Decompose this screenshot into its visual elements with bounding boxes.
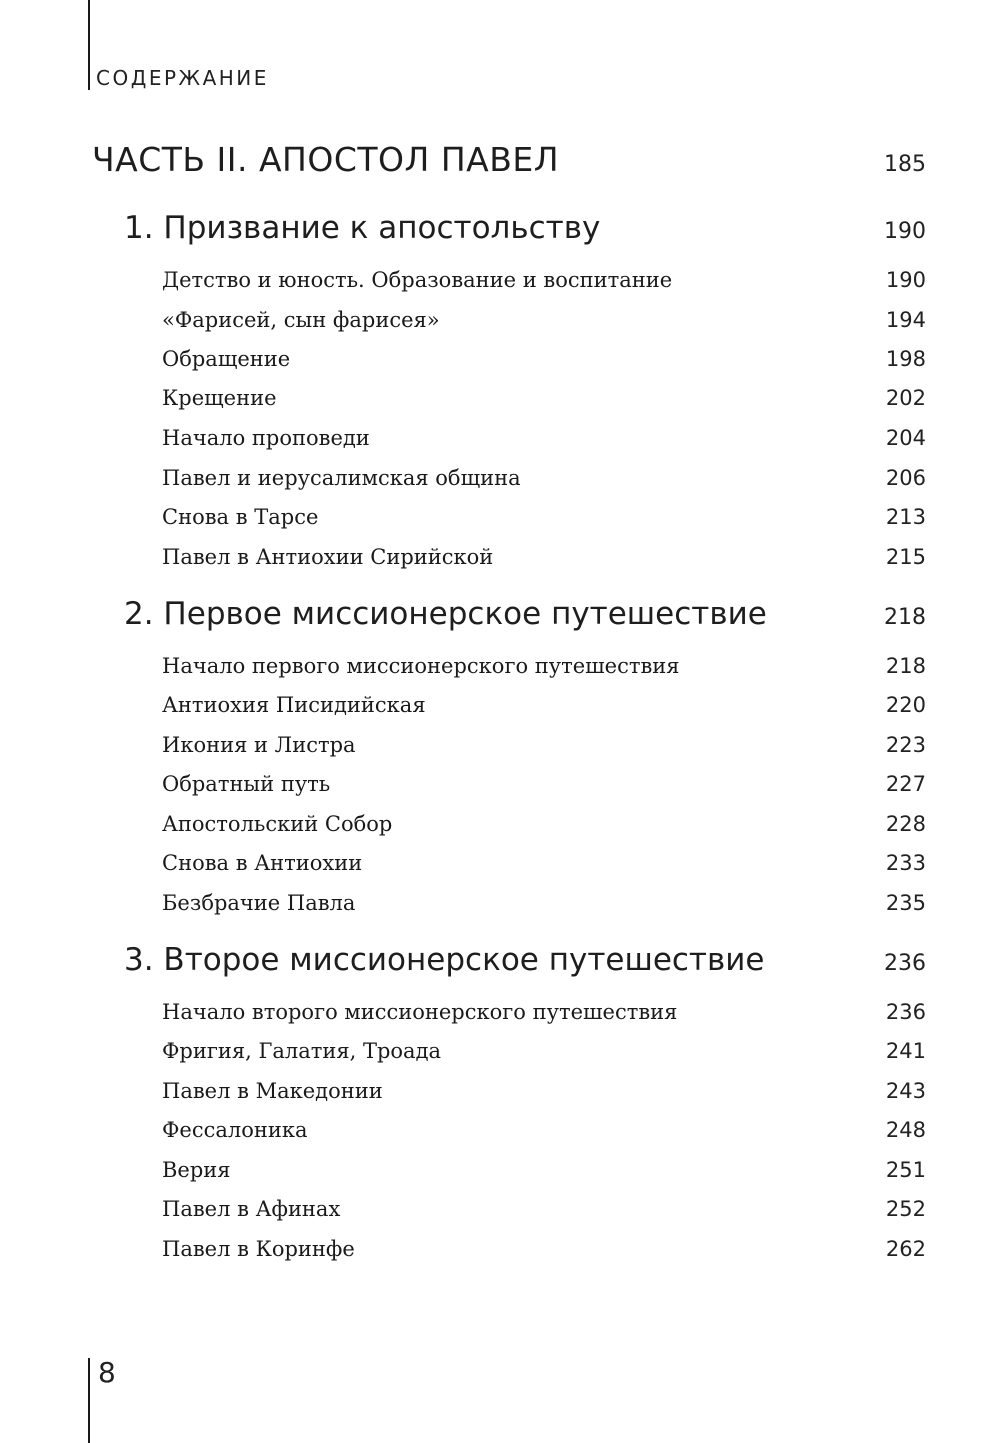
part-title: ЧАСТЬ II. АПОСТОЛ ПАВЕЛ [92,140,560,179]
margin-rule-bottom [88,1358,90,1443]
toc-section[interactable] [162,505,926,529]
section-page: 236 [885,1000,926,1024]
toc-section[interactable] [162,386,926,410]
section-title: Фессалоника [162,1118,308,1142]
toc-part-entry[interactable] [92,140,926,179]
section-page: 252 [885,1197,926,1221]
section-page: 213 [885,505,926,529]
toc-section[interactable] [162,1000,926,1024]
section-title: Павел в Коринфе [162,1237,355,1261]
section-title: Обратный путь [162,772,331,796]
section-page: 218 [885,654,926,678]
section-page: 190 [885,268,926,292]
toc-section[interactable] [162,733,926,757]
chapter-title: 1. Призвание к апостольству [124,210,601,246]
chapter-title: 3. Второе миссионерское путешествие [124,942,765,978]
page-number: 8 [98,1356,116,1389]
section-title: Крещение [162,386,277,410]
section-page: 233 [885,851,926,875]
toc-section[interactable] [162,308,926,332]
running-head: СОДЕРЖАНИЕ [96,66,269,90]
section-title: Обращение [162,347,291,371]
section-title: Павел в Македонии [162,1079,383,1103]
toc-section[interactable] [162,545,926,569]
toc-section[interactable] [162,812,926,836]
toc-section[interactable] [162,772,926,796]
section-title: Верия [162,1158,231,1182]
section-title: Детство и юность. Образование и воспитание [162,268,673,292]
toc-section[interactable] [162,1197,926,1221]
chapter-page: 236 [884,951,926,976]
section-title: Снова в Тарсе [162,505,319,529]
section-title: Фригия, Галатия, Троада [162,1039,442,1063]
toc-section[interactable] [162,426,926,450]
toc-section[interactable] [162,1237,926,1261]
toc-section[interactable] [162,693,926,717]
section-page: 251 [885,1158,926,1182]
toc-section[interactable] [162,1118,926,1142]
section-page: 243 [885,1079,926,1103]
toc-section[interactable] [162,268,926,292]
section-page: 248 [885,1118,926,1142]
toc-chapter-1[interactable] [124,210,926,246]
chapter-title: 2. Первое миссионерское путешествие [124,596,767,632]
section-page: 220 [885,693,926,717]
toc-section[interactable] [162,347,926,371]
margin-rule-top [88,0,90,90]
section-page: 235 [885,891,926,915]
section-title: Снова в Антиохии [162,851,363,875]
toc-section[interactable] [162,1158,926,1182]
section-page: 241 [885,1039,926,1063]
section-title: «Фарисей, сын фарисея» [162,308,440,332]
section-title: Павел и иерусалимская община [162,466,521,490]
section-page: 262 [885,1237,926,1261]
toc-chapter-2[interactable] [124,596,926,632]
toc-section[interactable] [162,466,926,490]
section-page: 223 [885,733,926,757]
toc-section[interactable] [162,654,926,678]
section-page: 228 [885,812,926,836]
part-page: 185 [884,152,926,177]
section-page: 202 [885,386,926,410]
toc-section[interactable] [162,1079,926,1103]
section-page: 198 [885,347,926,371]
section-title: Антиохия Писидийская [162,693,426,717]
toc-section[interactable] [162,851,926,875]
section-title: Безбрачие Павла [162,891,356,915]
section-title: Начало проповеди [162,426,370,450]
section-title: Начало второго миссионерского путешествия [162,1000,678,1024]
section-page: 215 [885,545,926,569]
toc-chapter-3[interactable] [124,942,926,978]
section-title: Начало первого миссионерского путешествия [162,654,680,678]
section-page: 204 [885,426,926,450]
section-title: Апостольский Собор [162,812,393,836]
section-title: Павел в Афинах [162,1197,341,1221]
chapter-page: 218 [884,605,926,630]
section-page: 227 [885,772,926,796]
section-title: Икония и Листра [162,733,356,757]
section-page: 206 [885,466,926,490]
toc-section[interactable] [162,1039,926,1063]
chapter-page: 190 [884,219,926,244]
section-title: Павел в Антиохии Сирийской [162,545,494,569]
section-page: 194 [885,308,926,332]
toc-section[interactable] [162,891,926,915]
